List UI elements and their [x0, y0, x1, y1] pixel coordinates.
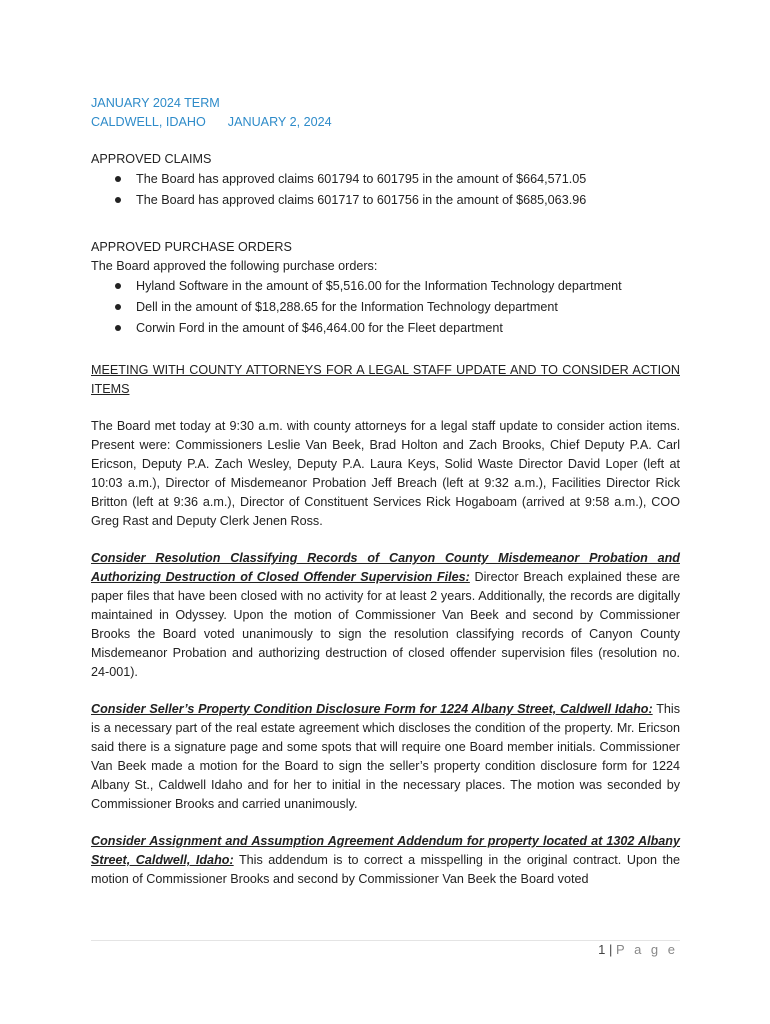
location-date-line: [91, 113, 680, 132]
approved-claims-title: APPROVED CLAIMS: [91, 152, 212, 166]
page-footer: [598, 942, 678, 957]
list-item: Dell in the amount of $18,288.65 for the Information Technology department: [111, 297, 680, 318]
approved-claims-list: [91, 169, 680, 211]
agenda-item-disclosure-form: [91, 700, 680, 814]
list-item: The Board has approved claims 601794 to 601795 in the amount of $664,571.05: [111, 169, 680, 190]
agenda-item-heading: Consider Resolution Classifying Records of Canyon County Misdemeanor Probation and Authorizing Destruction of Closed Offender Supervision Files:: [91, 551, 680, 584]
agenda-item-heading: Consider Seller’s Property Condition Disclosure Form for 1224 Albany Street, Caldwell Idaho:: [91, 702, 653, 716]
agenda-item-body: Director Breach explained these are paper files that have been closed with no activity for at least 2 years. Additionally, the records are digitally maintained in Odyssey. Upon the motion of Commissioner Van Beek and second by Commissioner Brooks the Board voted unanimously to sign the resolution classifying records of Canyon County Misdemeanor Probation and authorizing destruction of closed offender supervision files (resolution no. 24-001).: [91, 570, 680, 679]
list-item: Corwin Ford in the amount of $46,464.00 for the Fleet department: [111, 318, 680, 339]
agenda-item-assignment-addendum: [91, 832, 680, 889]
agenda-item-heading: Consider Assignment and Assumption Agreement Addendum for property located at 1302 Albany Street, Caldwell, Idaho:: [91, 834, 680, 867]
purchase-orders-list: [91, 276, 680, 339]
purchase-orders-title: APPROVED PURCHASE ORDERS: [91, 240, 292, 254]
page-label: P a g e: [616, 942, 678, 957]
purchase-orders-intro: The Board approved the following purchase orders:: [91, 259, 378, 273]
list-item: Hyland Software in the amount of $5,516.00 for the Information Technology department: [111, 276, 680, 297]
page-number: 1: [598, 942, 606, 957]
document-body: [91, 94, 680, 889]
footer-divider: [91, 940, 680, 941]
agenda-item-body: This addendum is to correct a misspelling in the original contract. Upon the motion of Commissioner Brooks and second by Commissioner Van Beek the Board voted: [91, 853, 681, 886]
meeting-section-title: MEETING WITH COUNTY ATTORNEYS FOR A LEGAL STAFF UPDATE AND TO CONSIDER ACTION ITEMS: [91, 363, 680, 396]
page-separator: |: [609, 942, 613, 957]
agenda-item-resolution: [91, 549, 680, 682]
term-heading: JANUARY 2024 TERM: [91, 96, 220, 110]
date-text: JANUARY 2, 2024: [227, 115, 332, 129]
meeting-attendance-paragraph: The Board met today at 9:30 a.m. with county attorneys for a legal staff update to consider action items. Present were: Commissioners Leslie Van Beek, Brad Holton and Zach Brooks, Chief Deputy P.A. Carl Ericson, Deputy P.A. Zach Wesley, Deputy P.A. Laura Keys, Solid Waste Director David Loper (left at 10:03 a.m.), Director of Misdemeanor Probation Jeff Breach (left at 9:32 a.m.), Facilities Director Rick Britton (left at 9:36 a.m.), Director of Constituent Services Rick Hogaboam (arrived at 9:58 a.m.), COO Greg Rast and Deputy Clerk Jenen Ross.: [91, 419, 680, 528]
list-item: The Board has approved claims 601717 to 601756 in the amount of $685,063.96: [111, 190, 680, 211]
location-text: CALDWELL, IDAHO: [91, 115, 206, 129]
agenda-item-body: This is a necessary part of the real estate agreement which discloses the condition of the property. Mr. Ericson said there is a signature page and some spots that will require one Board member initials. Commissioner Van Beek made a motion for the Board to sign the seller’s property condition disclosure form for 1224 Albany St., Caldwell Idaho and for her to initial in the necessary places. The motion was seconded by Commissioner Brooks and carried unanimously.: [91, 702, 680, 811]
